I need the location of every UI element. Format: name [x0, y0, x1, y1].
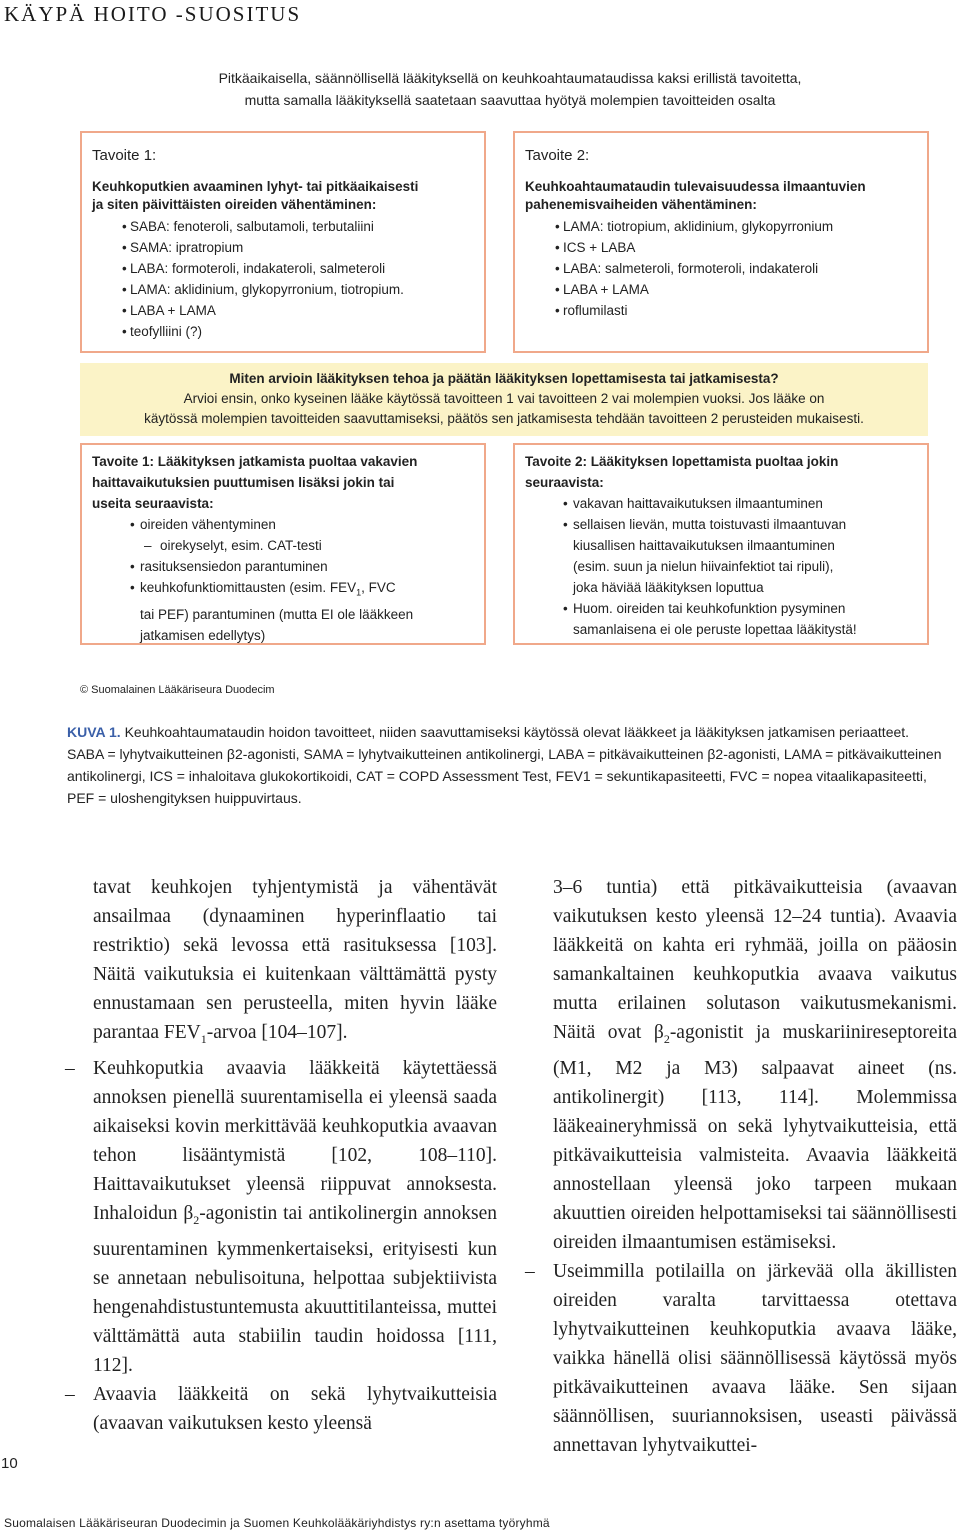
goal-1-item: • teofylliini (?) — [92, 321, 484, 342]
crit-1-heading-line-3: useita seuraavista: — [92, 496, 214, 511]
paragraph-text: Useimmilla potilailla on järkevää olla äkillisten oireiden varalta tarvittaessa otettava lyhytvaikutteinen keuhkoputkia avaava lääke, vaikka hänellä olisi säännöllisessä käytössä myös pitkävaikutteinen avaava lääke. Sen sijaan säännöllisen, suuriannoksisen, useasti päivässä annettavan lyhytvaikuttei- — [553, 1260, 957, 1456]
goal-2-title: Tavoite 2: — [525, 147, 590, 164]
crit-1-item-text: keuhkofunktiomittausten (esim. FEV — [140, 580, 357, 595]
goal-1-subtitle-line-1: Keuhkoputkien avaaminen lyhyt- tai pitkäaikaisesti — [92, 179, 419, 194]
page-number: 10 — [1, 1455, 18, 1472]
intro-line-1: Pitkäaikaisella, säännöllisellä lääkityksellä on keuhkoahtaumataudissa kaksi erillistä tavoitetta, — [218, 70, 802, 86]
goal-2-list — [525, 216, 927, 321]
crit-1-heading — [92, 451, 484, 514]
crit-2-item-cont: (esim. suun ja nielun hiivainfektiot tai ripuli), — [573, 559, 834, 574]
paragraph — [93, 873, 497, 1054]
goal-1-subtitle — [92, 178, 484, 214]
goal-2-subtitle — [525, 178, 927, 214]
goal-2-subtitle-line-1: Keuhkoahtaumataudin tulevaisuudessa ilmaantuvien — [525, 179, 866, 194]
paragraph-text: -arvoa [104–107]. — [206, 1022, 348, 1043]
crit-1-item-cont: tai PEF) parantuminen (mutta EI ole lääkkeen — [140, 606, 414, 622]
crit-1-item — [92, 577, 484, 604]
crit-2-item: • vakavan haittavaikutuksen ilmaantuminen — [525, 493, 927, 514]
goal-2-item: • LABA: salmeteroli, formoteroli, indakateroli — [525, 258, 927, 279]
question-line-2: Arvioi ensin, onko kyseinen lääke käytössä tavoitteen 1 vai tavoitteen 2 vai molempien vuoksi. Jos lääke on — [183, 391, 825, 406]
crit-2-item-cont: kiusallisen haittavaikutuksen ilmaantuminen — [573, 538, 835, 553]
goal-2-item: • roflumilasti — [525, 300, 927, 321]
question-line-3: käytössä molempien tavoitteiden saavuttamiseksi, päätös sen jatkamisesta tehdään tavoitteen 2 perusteiden mukaisesti. — [144, 411, 864, 426]
dash-marker: – — [65, 1383, 75, 1405]
goal-1-list — [92, 216, 484, 342]
crit-2-heading-line-2: seuraavista: — [525, 475, 604, 490]
paragraph-text: tavat keuhkojen tyhjentymistä ja vähentävät ansailmaa (dynaaminen hyperinflaatio tai restriktio) sekä levossa että rasituksessa [103]. Näitä vaikutuksia ei kuitenkaan välttämättä pysty ennustamaan sen perusteella, miten hyvin lääke parantaa FEV — [93, 877, 497, 1043]
goal-2-box — [513, 131, 929, 353]
goal-2-item: • LABA + LAMA — [525, 279, 927, 300]
crit-2-item: • Huom. oireiden tai keuhkofunktion pysyminen — [525, 598, 927, 619]
figure-label: KUVA 1. — [67, 724, 121, 740]
crit-1-heading-line-2: haittavaikutuksien puuttumisen lisäksi jokin tai — [92, 475, 395, 490]
subscript: 1 — [200, 1031, 207, 1046]
paragraph-text: Keuhkoputkia avaavia lääkkeitä käytettäessä annoksen pienellä suurentamisella ei yleensä saada aikaiseksi kovin merkittävää keuhkoputkia avaavan tehon lisääntymistä [102, 108–110]. Haittavaikutukset yleensä riippuvat annoksesta. Inhaloidun β — [93, 1057, 497, 1224]
dash-list-item — [65, 1380, 497, 1438]
subscript: 2 — [663, 1031, 670, 1046]
crit-2-list — [525, 493, 927, 640]
goal-1-item: • LAMA: aklidinium, glykopyrronium, tiotropium. — [92, 279, 484, 300]
goal-1-box — [80, 131, 486, 353]
dash-marker: – — [525, 1260, 535, 1282]
crit-1-item: • rasituksensiedon parantuminen — [92, 556, 484, 577]
crit-1-subitem: – oirekyselyt, esim. CAT-testi — [92, 535, 484, 556]
dash-list-item — [65, 1054, 498, 1380]
crit-2-item-cont: joka häviää lääkityksen loputtua — [573, 580, 764, 595]
goal-2-subtitle-line-2: pahenemisvaiheiden vähentäminen: — [525, 197, 757, 212]
dash-marker: – — [65, 1057, 75, 1079]
crit-1-item-cont: jatkamisen edellytys) — [140, 627, 266, 643]
goal-1-item: • LABA: formoteroli, indakateroli, salmeteroli — [92, 258, 484, 279]
crit-2-heading — [525, 451, 927, 493]
goal-2-item: • ICS + LABA — [525, 237, 927, 258]
evaluation-question-box — [80, 363, 928, 436]
caption-text-1: Keuhkoahtaumataudin hoidon tavoitteet, niiden saavuttamiseksi käytössä olevat lääkkeet ja lääkityksen jatkamisen periaatteet. — [124, 724, 910, 740]
goal-1-criteria-box — [80, 443, 486, 645]
goal-1-subtitle-line-2: ja siten päivittäisten oireiden vähentäminen: — [92, 197, 377, 212]
goal-1-item: • LABA + LAMA — [92, 300, 484, 321]
body-column-right — [525, 873, 957, 1460]
crit-1-heading-line-1: Tavoite 1: Lääkityksen jatkamista puoltaa vakavien — [92, 454, 418, 469]
crit-2-item-cont: samanlaisena ei ole peruste lopettaa lääkitystä! — [573, 622, 857, 637]
caption-text-2: SABA = lyhytvaikutteinen β2-agonisti, SAMA = lyhytvaikutteinen antikolinergi, LABA = pitkävaikutteinen β2-agonisti, LAMA = pitkävaikutteinen antikolinergi, ICS = inhaloitava glukokortikoidi, CAT = COPD Assessment Test, FEV1 = sekuntikapasiteetti, FVC = nopea vitaalikapasiteetti, PEF = uloshengityksen huippuvirtaus. — [67, 746, 942, 806]
crit-1-list — [92, 514, 484, 646]
goal-1-title: Tavoite 1: — [92, 147, 157, 164]
paragraph-text: Avaavia lääkkeitä on sekä lyhytvaikutteisia (avaavan vaikutuksen kesto yleensä — [93, 1383, 497, 1434]
paragraph — [553, 873, 957, 1257]
intro-text — [80, 67, 940, 111]
paragraph-text: -agonistin tai antikolinergin annoksen suurentaminen kymmenkertaiseksi, erityisesti kun se annetaan nebulisoituna, helpottaa subjektiivista hengenahdistustuntemusta akuuttitilanteissa, muttei välttämättä auta stabiilin taudin hoidossa [111, 112]. — [93, 1202, 498, 1376]
fev-subscript: 1 — [356, 587, 362, 598]
goal-2-criteria-box — [513, 443, 929, 645]
page-header-title: KÄYPÄ HOITO -SUOSITUS — [4, 2, 302, 26]
crit-2-item: • sellaisen lievän, mutta toistuvasti ilmaantuvan — [525, 514, 927, 535]
question-heading: Miten arvioin lääkityksen tehoa ja päätän lääkityksen lopettamisesta tai jatkamisesta? — [229, 371, 779, 386]
crit-1-item: • oireiden vähentyminen — [92, 514, 484, 535]
figure-caption — [67, 721, 957, 809]
copyright-notice: © Suomalainen Lääkäriseura Duodecim — [80, 684, 275, 696]
crit-2-heading-line-1: Tavoite 2: Lääkityksen lopettamista puoltaa jokin — [525, 454, 839, 469]
page-footer: Suomalaisen Lääkäriseuran Duodecimin ja Suomen Keuhkolääkäriyhdistys ry:n asettama työryhmä — [4, 1516, 550, 1530]
body-column-left — [65, 873, 498, 1438]
dash-list-item — [525, 1257, 957, 1460]
goal-1-item: • SABA: fenoteroli, salbutamoli, terbutaliini — [92, 216, 484, 237]
paragraph-text: 3–6 tuntia) että pitkävaikutteisia (avaavan vaikutuksen kesto yleensä 12–24 tuntia). Avaavia lääkkeitä on kahta eri ryhmää, joilla on pääosin samankaltainen keuhkoputkia avaava vaikutus mutta erilainen solutason vaikutusmekanismi. Näitä ovat β — [553, 877, 957, 1043]
goal-1-item: • SAMA: ipratropium — [92, 237, 484, 258]
crit-1-item-text: , FVC — [361, 580, 396, 595]
paragraph-text: -agonistit ja muskariinireseptoreita (M1, M2 ja M3) salpaavat aineet (ns. antikolinergit) [113, 114]. Molemmissa lääkeaineryhmissä on sekä lyhytvaikutteisia, että pitkävaikutteisia valmisteita. Avaavia lääkkeitä annostellaan yleensä joko tarpeen mukaan akuuttien oireiden helpottamiseksi tai säännöllisesti oireiden ilmaantumisen estämiseksi. — [553, 1022, 957, 1253]
subscript: 2 — [193, 1212, 200, 1227]
goal-2-item: • LAMA: tiotropium, aklidinium, glykopyrronium — [525, 216, 927, 237]
intro-line-2: mutta samalla lääkityksellä saatetaan saavuttaa hyötyä molempien tavoitteiden osalta — [244, 92, 776, 108]
